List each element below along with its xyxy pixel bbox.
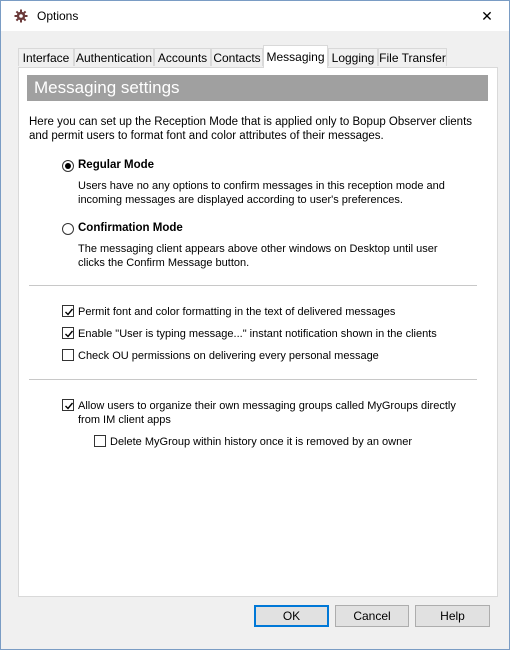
separator [29,285,477,286]
ok-button[interactable]: OK [254,605,329,627]
permit-formatting-label[interactable]: Permit font and color formatting in the text of delivered messages [78,306,396,318]
ou-permissions-label[interactable]: Check OU permissions on delivering every personal message [78,350,379,362]
mygroups-checkbox[interactable] [62,399,74,411]
window-title: Options [37,9,79,23]
confirmation-mode-description: The messaging client appears above other windows on Desktop until user clicks the Confirm Message button. [78,243,438,269]
checkmark-icon [63,306,75,318]
tab-label: Messaging [266,50,325,64]
permit-formatting-checkbox[interactable] [62,305,74,317]
tab-accounts[interactable] [154,48,211,66]
confirmation-mode-label[interactable]: Confirmation Mode [78,222,183,234]
typing-notification-checkbox[interactable] [62,327,74,339]
tab-messaging[interactable] [263,45,328,68]
checkmark-icon [63,400,75,412]
ou-permissions-checkbox[interactable] [62,349,74,361]
messaging-panel [18,67,498,597]
delete-mygroup-label[interactable]: Delete MyGroup within history once it is removed by an owner [110,436,413,448]
checkmark-icon [63,328,75,340]
delete-mygroup-checkbox[interactable] [94,435,106,447]
tab-label: Interface [22,50,70,65]
panel-header: Messaging settings [27,75,488,101]
regular-mode-description: Users have no any options to confirm messages in this reception mode and incoming messages are displayed according to user's preferences. [78,180,445,206]
regular-mode-radio[interactable] [62,160,74,172]
cancel-button[interactable]: Cancel [335,605,409,627]
confirmation-mode-radio[interactable] [62,223,74,235]
help-button[interactable]: Help [415,605,490,627]
title-bar[interactable] [1,1,509,31]
tab-label: Authentication [75,50,153,65]
gear-icon [14,9,28,23]
tab-contacts[interactable] [211,48,263,66]
intro-text: Here you can set up the Reception Mode that is applied only to Bopup Observer clients and permit users to format font and color attributes of their messages. [29,116,473,142]
separator [29,379,477,380]
tab-authentication[interactable] [74,48,154,66]
close-button[interactable] [465,1,509,31]
tab-file-transfer[interactable] [378,48,447,66]
regular-mode-label[interactable]: Regular Mode [78,159,155,171]
tab-label: Contacts [213,50,261,65]
tab-interface[interactable] [18,48,74,66]
close-icon: ✕ [481,7,493,24]
mygroups-label[interactable]: Allow users to organize their own messaging groups called MyGroups directly from IM client apps [78,400,456,426]
tab-logging[interactable] [328,48,378,66]
typing-notification-label[interactable]: Enable "User is typing message..." instant notification shown in the clients [78,328,437,340]
tab-label: Accounts [157,50,208,65]
tab-label: Logging [331,50,375,65]
tab-label: File Transfer [379,50,446,65]
radio-dot [65,163,71,169]
